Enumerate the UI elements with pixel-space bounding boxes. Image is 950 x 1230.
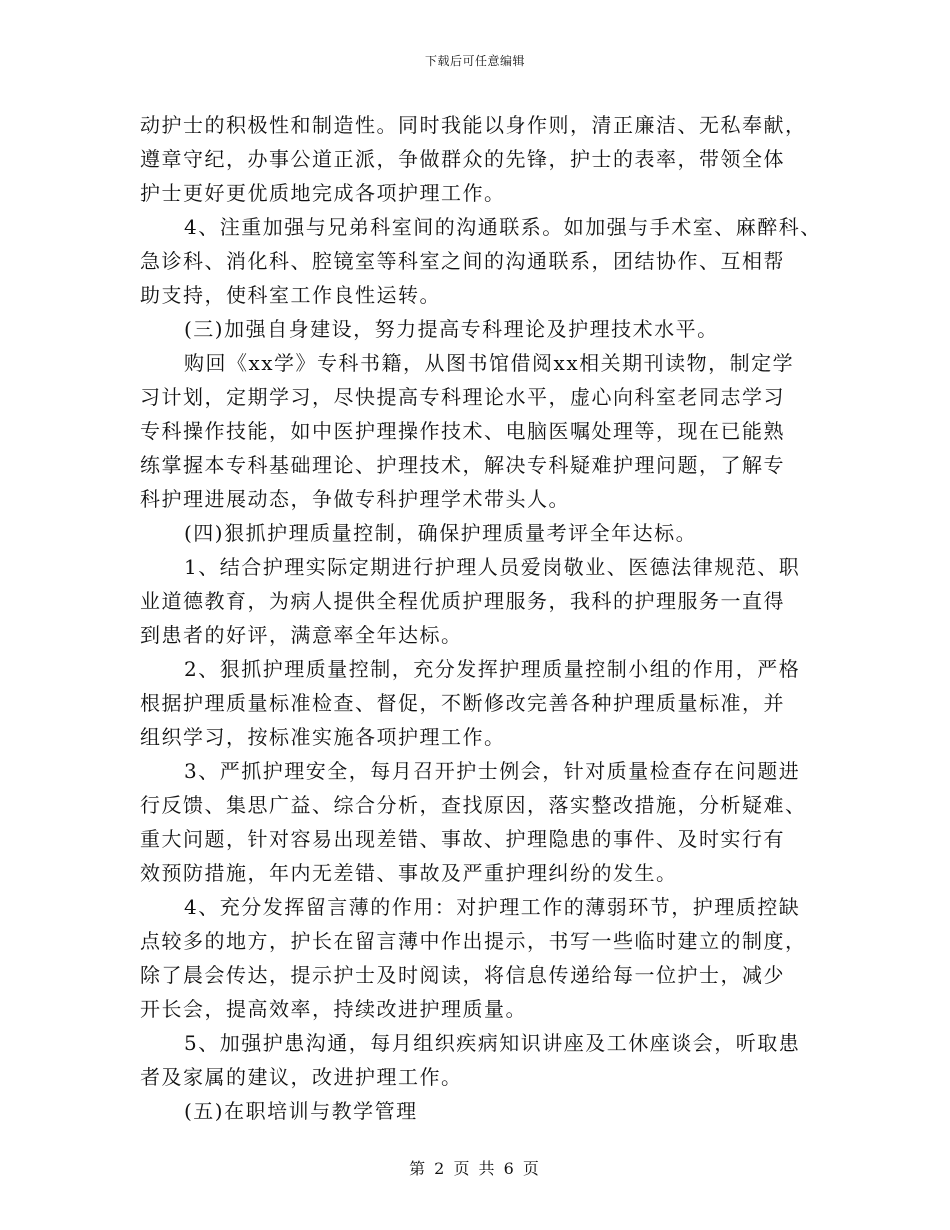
page-number-footer: 第 2 页 共 6 页 [409,1159,541,1178]
text-line: 4、充分发挥留言薄的作用：对护理工作的薄弱环节，护理质控缺 [184,895,801,919]
text-line: 1、结合护理实际定期进行护理人员爱岗敬业、医德法律规范、职 [184,555,801,579]
text-line: (三)加强自身建设，努力提高专科理论及护理技术水平。 [184,317,719,341]
text-line: 科护理进展动态，争做专科护理学术带头人。 [140,487,570,511]
text-line: 点较多的地方，护长在留言薄中作出提示，书写一些临时建立的制度， [140,929,807,953]
text-line: 到患者的好评，满意率全年达标。 [140,623,463,647]
text-line: 护士更好更优质地完成各项护理工作。 [140,181,506,205]
text-line: 动护士的积极性和制造性。同时我能以身作则，清正廉洁、无私奉献， [140,113,807,137]
text-line: 业道德教育，为病人提供全程优质护理服务，我科的护理服务一直得 [140,589,785,613]
page-header-note: 下载后可任意编辑 [424,54,525,68]
text-line: (五)在职培训与教学管理 [184,1099,418,1123]
text-line: 3、严抓护理安全，每月召开护士例会，针对质量检查存在问题进 [184,759,801,783]
text-line: 组织学习，按标准实施各项护理工作。 [140,725,506,749]
text-line: 急诊科、消化科、腔镜室等科室之间的沟通联系，团结协作、互相帮 [140,249,785,273]
text-line: 习计划，定期学习，尽快提高专科理论水平，虚心向科室老同志学习 [140,385,785,409]
text-line: 除了晨会传达，提示护士及时阅读，将信息传递给每一位护士，减少 [140,963,785,987]
text-line: 者及家属的建议，改进护理工作。 [140,1065,463,1089]
text-line: 遵章守纪，办事公道正派，争做群众的先锋，护士的表率，带领全体 [140,147,785,171]
text-line: (四)狠抓护理质量控制，确保护理质量考评全年达标。 [184,521,698,545]
text-line: 行反馈、集思广益、综合分析，查找原因，落实整改措施，分析疑难、 [140,793,807,817]
text-line: 4、注重加强与兄弟科室间的沟通联系。如加强与手术室、麻醉科、 [184,215,822,239]
text-line: 助支持，使科室工作良性运转。 [140,283,441,307]
text-line: 2、狠抓护理质量控制，充分发挥护理质量控制小组的作用，严格 [184,657,801,681]
document-body [140,108,830,1128]
text-line: 练掌握本专科基础理论、护理技术，解决专科疑难护理问题，了解专 [140,453,785,477]
text-line: 购回《xx学》专科书籍，从图书馆借阅xx相关期刊读物，制定学 [184,351,795,375]
text-line: 根据护理质量标准检查、督促，不断修改完善各种护理质量标准，并 [140,691,785,715]
text-line: 开长会，提高效率，持续改进护理质量。 [140,997,527,1021]
text-line: 专科操作技能，如中医护理操作技术、电脑医嘱处理等，现在已能熟 [140,419,785,443]
text-line: 重大问题，针对容易出现差错、事故、护理隐患的事件、及时实行有 [140,827,785,851]
text-line: 效预防措施，年内无差错、事故及严重护理纠纷的发生。 [140,861,678,885]
text-line: 5、加强护患沟通，每月组织疾病知识讲座及工休座谈会，听取患 [184,1031,801,1055]
